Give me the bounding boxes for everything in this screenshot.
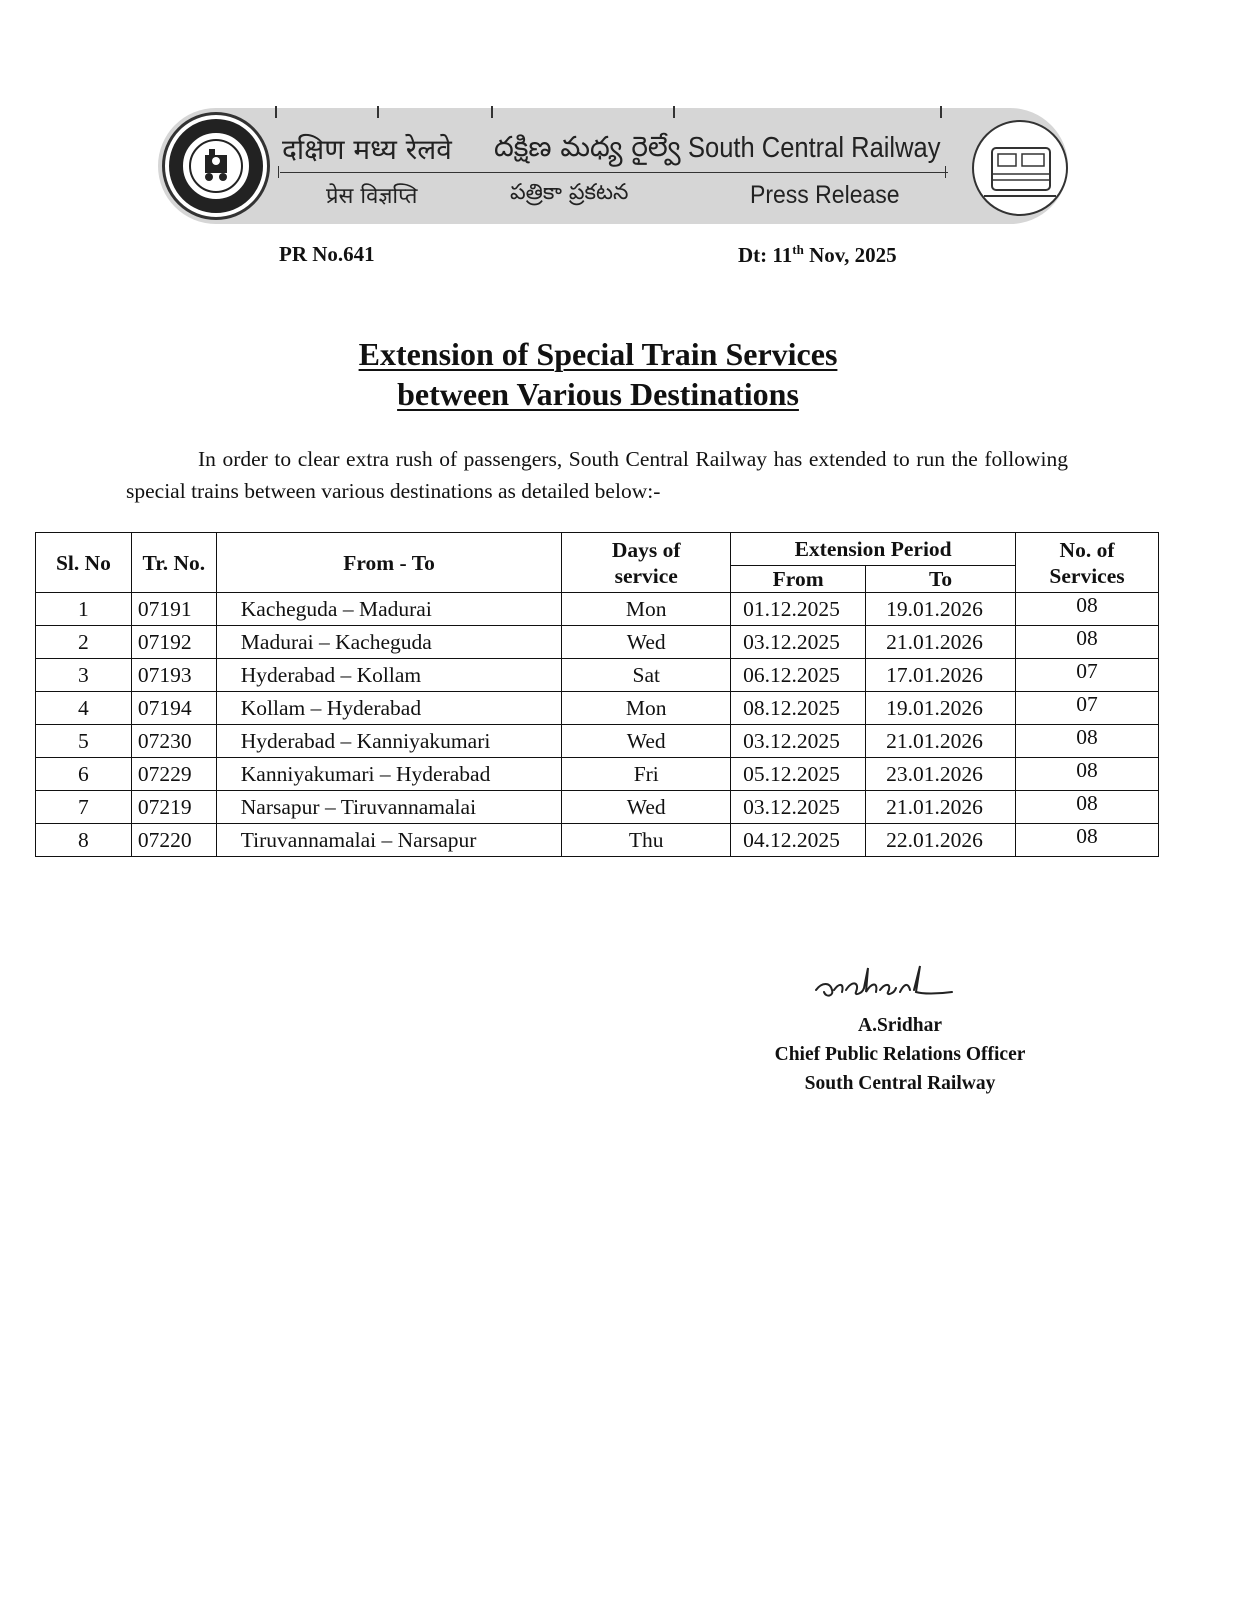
- cell-from: 03.12.2025: [731, 791, 866, 824]
- telugu-title: దక్షిణ మధ్య రైల్వే: [494, 130, 681, 163]
- header-services: No. of Services: [1016, 533, 1159, 593]
- cell-services: 07: [1016, 659, 1159, 692]
- english-title: South Central Railway: [688, 132, 941, 164]
- cell-route: Hyderabad – Kanniyakumari: [216, 725, 562, 758]
- table-row: [36, 659, 1159, 692]
- cell-train: 07194: [131, 692, 216, 725]
- cell-services: 08: [1016, 791, 1159, 824]
- cell-sl: 7: [36, 791, 132, 824]
- cell-day: Mon: [562, 593, 731, 626]
- cell-from: 06.12.2025: [731, 659, 866, 692]
- cell-services: 08: [1016, 593, 1159, 626]
- table-row: [36, 758, 1159, 791]
- banner-tick: [491, 106, 493, 118]
- telugu-subtitle: పత్రికా ప్రకటన: [510, 180, 629, 205]
- cell-sl: 8: [36, 824, 132, 857]
- cell-services: 08: [1016, 725, 1159, 758]
- page-subtitle: between Various Destinations: [397, 376, 799, 412]
- signatory-designation: Chief Public Relations Officer: [774, 1044, 1026, 1065]
- cell-services: 07: [1016, 692, 1159, 725]
- release-date: Dt: 11th Nov, 2025: [738, 242, 897, 267]
- cell-route: Kollam – Hyderabad: [216, 692, 562, 725]
- cell-to: 21.01.2026: [866, 791, 1016, 824]
- cell-sl: 4: [36, 692, 132, 725]
- intro-paragraph: In order to clear extra rush of passengers, South Central Railway has extended to run the following special trains between various destinations as detailed below:-: [126, 447, 1068, 503]
- cell-to: 21.01.2026: [866, 725, 1016, 758]
- cell-route: Narsapur – Tiruvannamalai: [216, 791, 562, 824]
- cell-to: 22.01.2026: [866, 824, 1016, 857]
- cell-day: Wed: [562, 725, 731, 758]
- header-sl-no: Sl. No: [36, 533, 132, 593]
- table-row: [36, 824, 1159, 857]
- header-days: Days of service: [562, 533, 731, 593]
- cell-services: 08: [1016, 626, 1159, 659]
- cell-from: 03.12.2025: [731, 725, 866, 758]
- cell-route: Madurai – Kacheguda: [216, 626, 562, 659]
- table-row: [36, 725, 1159, 758]
- english-subtitle: Press Release: [750, 181, 900, 209]
- cell-to: 17.01.2026: [866, 659, 1016, 692]
- locomotive-logo: [972, 120, 1068, 216]
- cell-day: Sat: [562, 659, 731, 692]
- banner-tick: [278, 166, 279, 178]
- cell-train: 07220: [131, 824, 216, 857]
- banner-tick: [377, 106, 379, 118]
- cell-day: Fri: [562, 758, 731, 791]
- cell-services: 08: [1016, 758, 1159, 791]
- pr-number: PR No.641: [279, 242, 375, 266]
- cell-from: 03.12.2025: [731, 626, 866, 659]
- cell-from: 01.12.2025: [731, 593, 866, 626]
- cell-route: Hyderabad – Kollam: [216, 659, 562, 692]
- table-row: [36, 626, 1159, 659]
- cell-sl: 6: [36, 758, 132, 791]
- indian-railways-logo: [162, 112, 270, 220]
- cell-train: 07229: [131, 758, 216, 791]
- table-row: [36, 692, 1159, 725]
- signatory-name: A.Sridhar: [858, 1015, 942, 1036]
- cell-train: 07230: [131, 725, 216, 758]
- hindi-subtitle: प्रेस विज्ञप्ति: [326, 184, 418, 209]
- handwritten-signature: [812, 960, 962, 1004]
- cell-train: 07193: [131, 659, 216, 692]
- banner-tick: [673, 106, 675, 118]
- cell-train: 07191: [131, 593, 216, 626]
- cell-day: Mon: [562, 692, 731, 725]
- header-train-no: Tr. No.: [131, 533, 216, 593]
- cell-route: Kacheguda – Madurai: [216, 593, 562, 626]
- table-row: [36, 593, 1159, 626]
- cell-sl: 3: [36, 659, 132, 692]
- cell-route: Tiruvannamalai – Narsapur: [216, 824, 562, 857]
- cell-to: 23.01.2026: [866, 758, 1016, 791]
- banner-rule: [280, 172, 948, 173]
- cell-to: 19.01.2026: [866, 692, 1016, 725]
- cell-sl: 5: [36, 725, 132, 758]
- cell-to: 21.01.2026: [866, 626, 1016, 659]
- cell-sl: 1: [36, 593, 132, 626]
- cell-from: 05.12.2025: [731, 758, 866, 791]
- cell-from: 04.12.2025: [731, 824, 866, 857]
- cell-services: 08: [1016, 824, 1159, 857]
- cell-train: 07192: [131, 626, 216, 659]
- header-from-to: From - To: [216, 533, 562, 593]
- railway-emblem-icon: [165, 115, 267, 217]
- header-extension-period: Extension Period: [731, 533, 1016, 566]
- banner-tick: [945, 166, 946, 178]
- hindi-title: दक्षिण मध्य रेलवे: [282, 133, 452, 166]
- cell-day: Wed: [562, 791, 731, 824]
- cell-day: Wed: [562, 626, 731, 659]
- signatory-organization: South Central Railway: [804, 1073, 996, 1094]
- banner-tick: [940, 106, 942, 118]
- cell-route: Kanniyakumari – Hyderabad: [216, 758, 562, 791]
- table-row: [36, 791, 1159, 824]
- cell-sl: 2: [36, 626, 132, 659]
- header-from: From: [731, 566, 866, 593]
- cell-day: Thu: [562, 824, 731, 857]
- special-trains-table: [35, 532, 1159, 857]
- locomotive-icon: [974, 122, 1066, 214]
- header-to: To: [866, 566, 1016, 593]
- page-title: Extension of Special Train Services: [358, 336, 838, 372]
- cell-from: 08.12.2025: [731, 692, 866, 725]
- banner-tick: [275, 106, 277, 118]
- cell-train: 07219: [131, 791, 216, 824]
- cell-to: 19.01.2026: [866, 593, 1016, 626]
